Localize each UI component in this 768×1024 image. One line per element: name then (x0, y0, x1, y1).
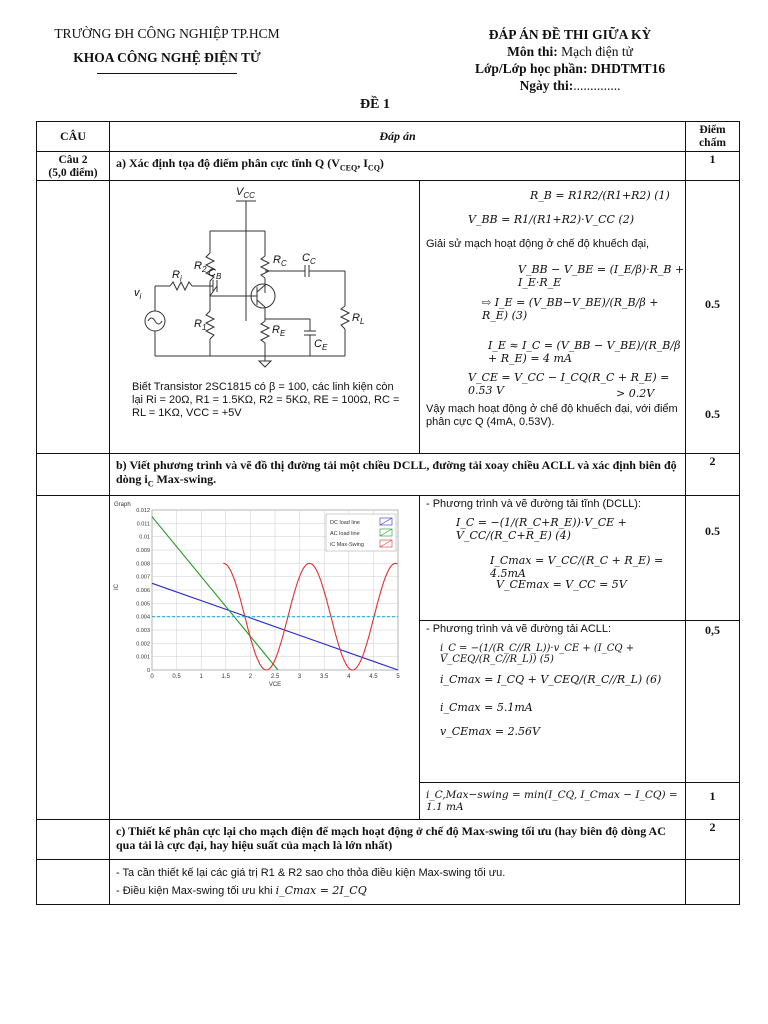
svg-text:CE: $C_E$ (314, 338, 328, 352)
x-tick-label: 3 (297, 674, 302, 681)
y-tick-label: 0.011 (136, 521, 150, 528)
subject-value: Mạch điện tử (561, 44, 633, 59)
x-tick-label: 5 (396, 674, 400, 681)
svg-text:RC: $R_C$ (273, 254, 287, 268)
exam-code: ĐỀ 1 (360, 97, 390, 112)
legend-entry: iC Max-Swing (330, 542, 364, 549)
subject-label: Môn thi: (507, 44, 558, 59)
part-a-score: 1 (686, 152, 740, 181)
acll-eq-1: i_C = −(1/(R_C//R_L))·v_CE + (I_CQ + V_CEQ/(R_C//R_L)) (5) (440, 643, 635, 666)
part-b-score: 2 (686, 454, 740, 496)
class-label: Lớp/Lớp học phần: (474, 61, 588, 76)
maxswing-score: 1 (686, 783, 740, 820)
load-line-chart (112, 498, 412, 696)
col-head-cau: CÂU (37, 122, 110, 152)
part-c-body (110, 860, 686, 905)
eq-ic: I_E ≈ I_C = (V_BB − V_BE)/(R_B/β + R_E) = 4 mA (488, 339, 681, 365)
part-a-score-2: 0.5 (705, 407, 720, 421)
x-tick-label: 1.5 (221, 674, 230, 681)
y-tick-label: 0.003 (136, 628, 150, 635)
header-right (420, 26, 720, 94)
x-tick-label: 4.5 (369, 674, 378, 681)
dcll-eq-2: I_Cmax = V_CC/(R_C + R_E) = 4.5mA (490, 554, 664, 581)
acll-eq-2: i_Cmax = I_CQ + V_CEQ/(R_C//R_L) (6) (440, 673, 662, 687)
x-tick-label: 4 (347, 674, 351, 681)
part-a-title: a) Xác định tọa độ điểm phân cực tĩnh Q ($V_{CEQ}$, $I_{CQ}$) (110, 152, 686, 181)
answer-table (36, 121, 740, 905)
x-tick-label: 1 (199, 674, 203, 681)
eq-kvl: V_BB − V_BE = (I_E/β)·R_B + I_E·R_E (518, 263, 685, 289)
circuit-cell (110, 181, 420, 454)
y-tick-label: 0 (146, 668, 150, 675)
part-a-equations (420, 181, 686, 454)
maxswing-eq: i_C,Max−swing = min(I_CQ, I_Cmax − I_CQ) = 1.1 mA (426, 789, 678, 814)
part-b-title: b) Viết phương trình và vẽ đồ thị đường tải một chiều DCLL, đường tải xoay chiều ACLL và xác định biên độ dòng $i_C$ Max-swing. (110, 454, 686, 496)
date-value: .............. (573, 78, 621, 93)
svg-text:vi: $v_i$ (134, 287, 142, 301)
svg-text:RL: $R_L$ (352, 312, 365, 326)
acll-cell (420, 621, 686, 783)
class-value: DHDTMT16 (590, 61, 666, 76)
maxswing-cell (420, 783, 686, 820)
svg-text:CB: $C_B$ (208, 267, 222, 281)
date-label: Ngày thi: (519, 78, 574, 93)
eq-vce: V_CE = V_CC − I_CQ(R_C + R_E) = 0.53 V (468, 371, 670, 397)
assume-text: Giải sử mạch hoạt động ở chế độ khuếch đại, (426, 238, 650, 250)
y-tick-label: 0.006 (136, 588, 150, 595)
part-c-title: c) Thiết kế phân cực lại cho mạch điện để mạch hoạt động ở chế độ Max-swing tối ưu (hay biên độ dòng AC qua tải là cực đại, hay hiệu suất của mạch là lớn nhất) (110, 820, 686, 860)
svg-text:Ri: $R_i$ (172, 269, 182, 283)
dcll-heading: - Phương trình và vẽ đường tải tĩnh (DCLL): (426, 498, 642, 511)
legend-entry: AC load line (330, 531, 360, 538)
given-values: Biết Transistor 2SC1815 có β = 100, các linh kiện còn lại Ri = 20Ω, R1 = 1.5KΩ, R2 = 5KΩ, RE = 100Ω, RC = RL = 1KΩ, VCC = +5V (132, 381, 400, 419)
question-points: (5,0 điểm) (48, 167, 98, 179)
dcll-eq-1: I_C = −(1/(R_C+R_E))·V_CE + V_CC/(R_C+R_E) (4) (456, 516, 627, 543)
eq-rb: R_B = R1R2/(R1+R2) (1) (530, 189, 670, 202)
y-axis-label: IC (114, 584, 120, 591)
svg-text:VCC: $V_{CC}$ (236, 186, 255, 200)
y-tick-label: 0.007 (136, 575, 150, 582)
part-a-score-cell (686, 181, 740, 454)
dcll-cell (420, 496, 686, 621)
dcll-score: 0.5 (686, 496, 740, 621)
eq-vce-check: > 0.2V (616, 387, 655, 400)
eq-ie: ⇨ I_E = (V_BB−V_BE)/(R_B/β + R_E) (3) (482, 296, 659, 322)
school-name: TRƯỜNG ĐH CÔNG NGHIỆP TP.HCM (54, 26, 280, 41)
y-tick-label: 0.005 (136, 601, 150, 608)
faculty-name: KHOA CÔNG NGHỆ ĐIỆN TỬ (73, 50, 261, 65)
svg-text:R2: $R_2$ (194, 260, 207, 274)
y-tick-label: 0.002 (136, 641, 150, 648)
part-c-line-2: - Điều kiện Max-swing tối ưu khi (116, 885, 273, 898)
x-tick-label: 0 (150, 674, 154, 681)
part-c-line-2-eq: i_Cmax = 2I_CQ (275, 884, 367, 898)
x-tick-label: 2 (248, 674, 253, 681)
x-axis-label: VCE (268, 682, 282, 689)
graph-cell (110, 496, 420, 820)
doc-title: ĐÁP ÁN ĐỀ THI GIỮA KỲ (488, 27, 652, 42)
col-head-diem: Điểm chấm (686, 122, 740, 152)
legend-entry: DC load line (330, 520, 360, 527)
y-tick-label: 0.001 (136, 655, 150, 662)
question-cell (37, 152, 110, 181)
header-left (32, 26, 302, 74)
part-c-line-1: - Ta cần thiết kế lại các giá trị R1 & R2 sao cho thỏa điều kiện Max-swing tối ưu. (116, 867, 506, 880)
acll-heading: - Phương trình và vẽ đường tải ACLL: (426, 623, 612, 636)
svg-text:RE: $R_E$ (272, 324, 286, 338)
part-c-score: 2 (686, 820, 740, 860)
eq-vbb: V_BB = R1/(R1+R2)·V_CC (2) (468, 213, 635, 226)
x-tick-label: 0.5 (172, 674, 181, 681)
svg-text:R1: $R_1$ (194, 318, 207, 332)
x-tick-label: 3.5 (320, 674, 329, 681)
svg-text:CC: $C_C$ (302, 252, 316, 266)
dcll-eq-3: V_CEmax = V_CC = 5V (496, 578, 627, 592)
faculty-underline (97, 73, 237, 74)
y-tick-label: 0.008 (136, 561, 150, 568)
acll-eq-4: v_CEmax = 2.56V (440, 725, 540, 739)
y-tick-label: 0.01 (139, 535, 150, 542)
acll-eq-3: i_Cmax = 5.1mA (440, 701, 533, 715)
y-tick-label: 0.012 (136, 508, 150, 515)
chart-title: Graph (114, 502, 131, 509)
y-tick-label: 0.004 (136, 615, 150, 622)
part-a-score-1: 0.5 (705, 297, 720, 311)
conclusion-text: Vậy mạch hoạt động ở chế độ khuếch đại, với điểm phân cực Q (4mA, 0.53V). (426, 403, 678, 428)
y-tick-label: 0.009 (136, 548, 150, 555)
acll-score: 0,5 (686, 621, 740, 783)
question-label: Câu 2 (58, 154, 88, 166)
x-tick-label: 2.5 (270, 674, 280, 681)
col-head-dapan: Đáp án (110, 122, 686, 152)
